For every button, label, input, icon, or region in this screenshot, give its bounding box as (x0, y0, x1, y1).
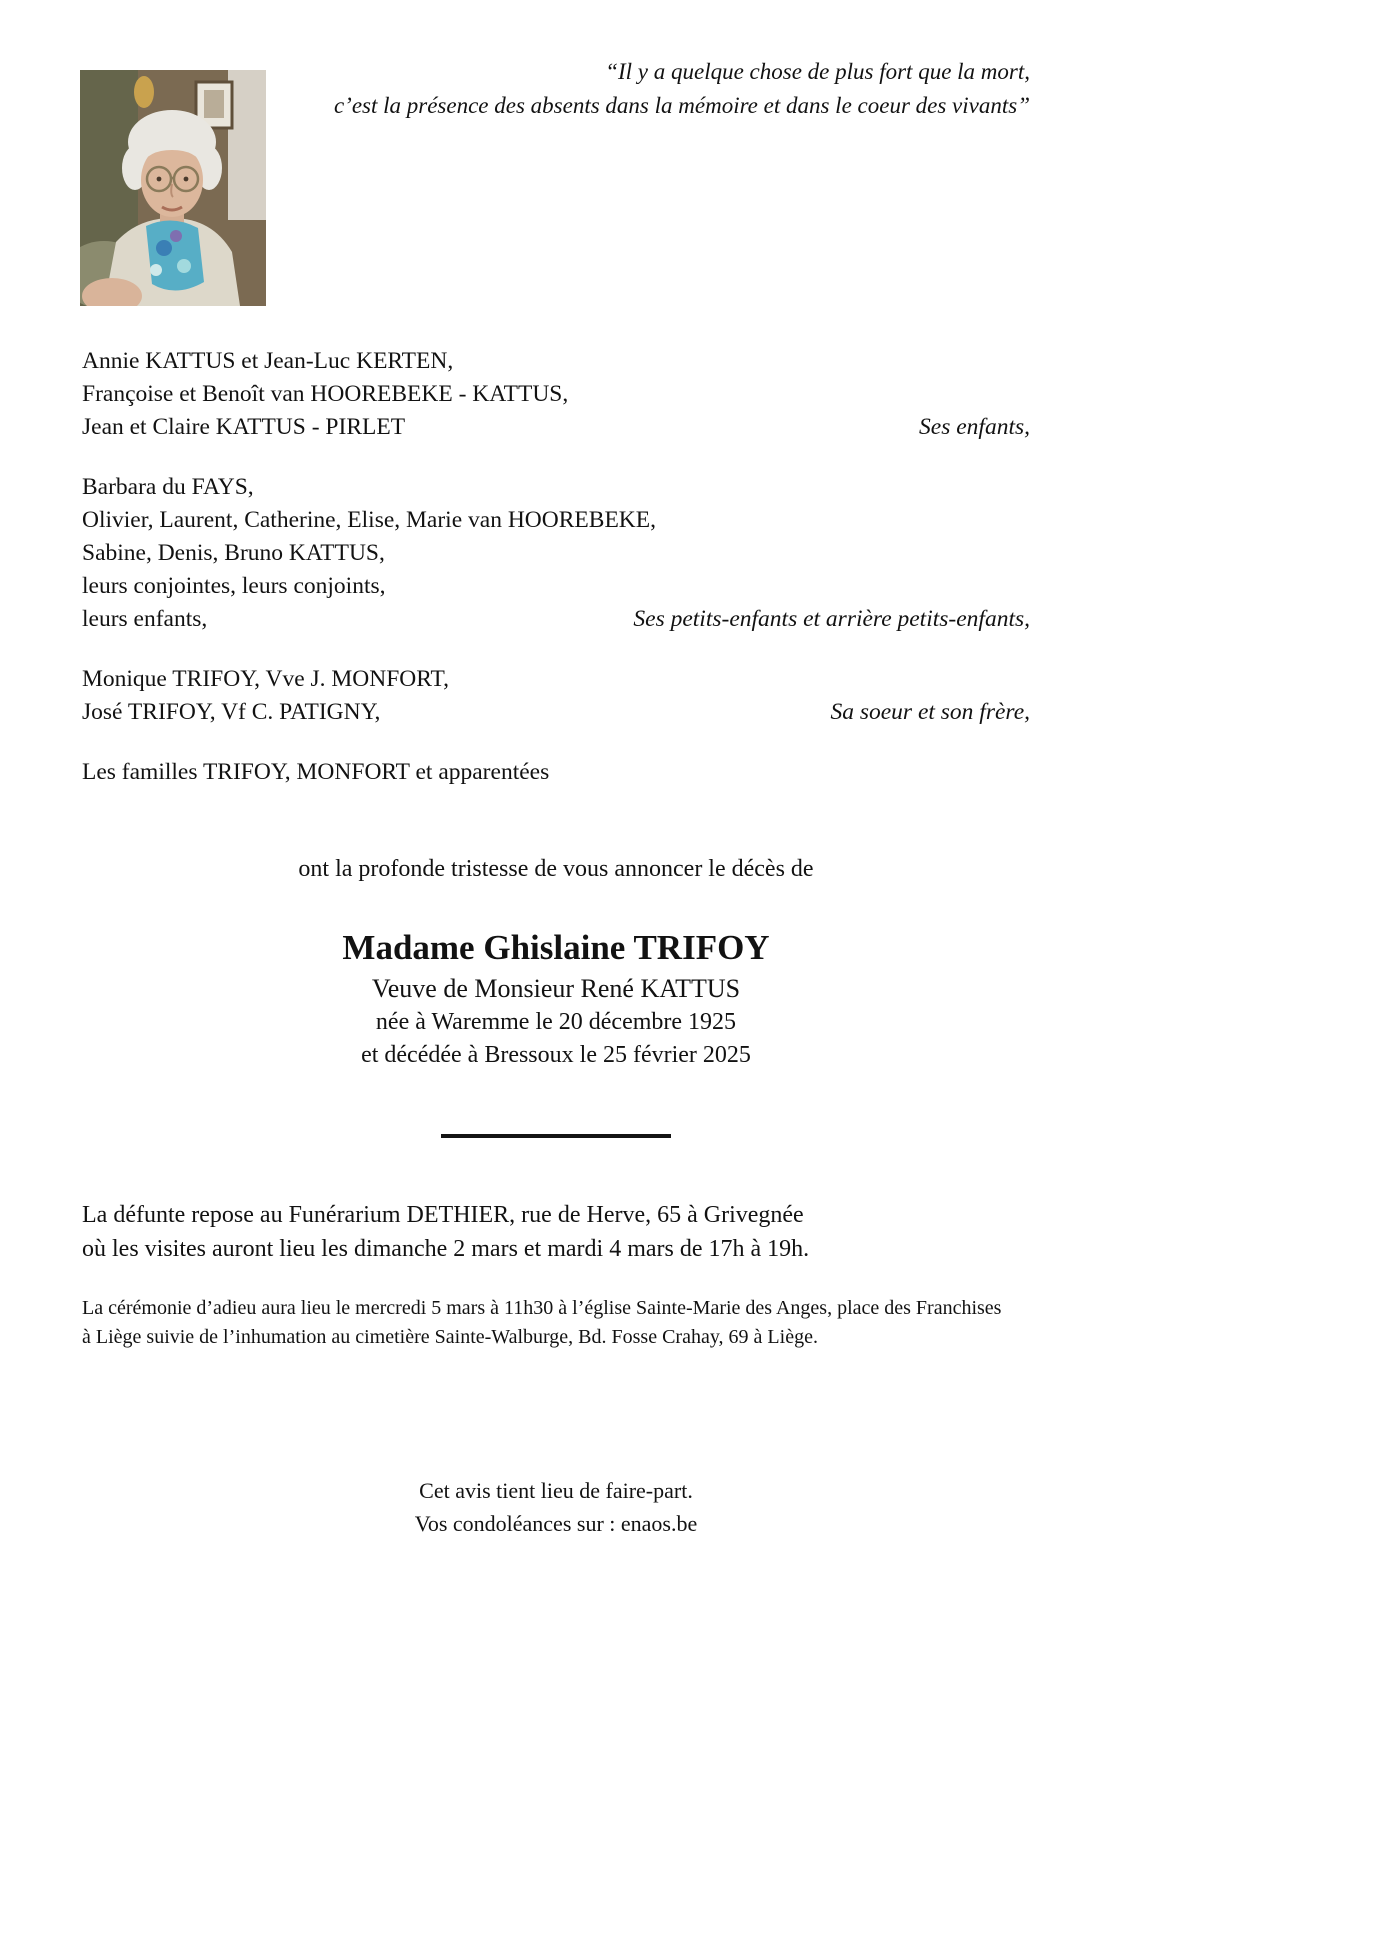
family-line: Annie KATTUS et Jean-Luc KERTEN, (82, 348, 454, 374)
family-line: Monique TRIFOY, Vve J. MONFORT, (82, 666, 450, 692)
relation-label: Ses enfants, (919, 414, 1030, 440)
footer-condolences-line: Vos condoléances sur : enaos.be (414, 1511, 698, 1536)
ceremony-line-2: à Liège suivie de l’inhumation au cimetière Sainte-Walburge, Bd. Fosse Crahay, 69 à Liège. (82, 1326, 818, 1348)
ceremony-line-1: La cérémonie d’adieu aura lieu le mercredi 5 mars à 11h30 à l’église Sainte-Marie des Anges, place des Franchises (82, 1297, 1002, 1319)
repose-line-1: La défunte repose au Funérarium DETHIER, rue de Herve, 65 à Grivegnée (82, 1202, 804, 1228)
repose-section (82, 1198, 1030, 1266)
siblings-group (82, 663, 1030, 729)
related-families-line: Les familles TRIFOY, MONFORT et apparentées (82, 759, 550, 785)
family-line-with-relation (82, 603, 1030, 636)
family-line: Françoise et Benoît van HOOREBEKE - KATTUS, (82, 381, 569, 407)
footer-section (82, 1474, 1030, 1540)
family-line: leurs enfants, (82, 606, 208, 632)
notice-content (82, 0, 1030, 1540)
grandchildren-group (82, 471, 1030, 636)
death-line: et décédée à Bressoux le 25 février 2025 (361, 1042, 751, 1068)
family-line: Sabine, Denis, Bruno KATTUS, (82, 540, 385, 566)
family-line: leurs conjointes, leurs conjoints, (82, 573, 386, 599)
family-line-with-relation (82, 411, 1030, 444)
quote-line-1: “Il y a quelque chose de plus fort que la mort, (605, 59, 1030, 84)
divider-rule (441, 1134, 671, 1138)
quote-line-2: c’est la présence des absents dans la mémoire et dans le coeur des vivants” (333, 93, 1030, 118)
footer-notice-line: Cet avis tient lieu de faire-part. (419, 1478, 693, 1503)
announcement-intro: ont la profonde tristesse de vous annoncer le décès de (298, 856, 814, 882)
relation-label: Ses petits-enfants et arrière petits-enfants, (633, 606, 1030, 632)
children-group (82, 345, 1030, 444)
family-names (82, 345, 1030, 789)
birth-line: née à Waremme le 20 décembre 1925 (375, 1009, 737, 1035)
deceased-subtitle: Veuve de Monsieur René KATTUS (371, 974, 741, 1003)
family-line: Jean et Claire KATTUS - PIRLET (82, 414, 406, 440)
family-line: José TRIFOY, Vf C. PATIGNY, (82, 699, 381, 725)
relation-label: Sa soeur et son frère, (830, 699, 1030, 725)
ceremony-section (82, 1294, 1030, 1352)
announcement-section (82, 853, 1030, 1138)
repose-line-2: où les visites auront lieu les dimanche 2 mars et mardi 4 mars de 17h à 19h. (82, 1236, 810, 1262)
opening-quote (82, 0, 1030, 123)
family-line: Olivier, Laurent, Catherine, Elise, Marie van HOOREBEKE, (82, 507, 656, 533)
family-line: Barbara du FAYS, (82, 474, 254, 500)
family-line-with-relation (82, 696, 1030, 729)
page-title: Madame Ghislaine TRIFOY (342, 928, 770, 967)
